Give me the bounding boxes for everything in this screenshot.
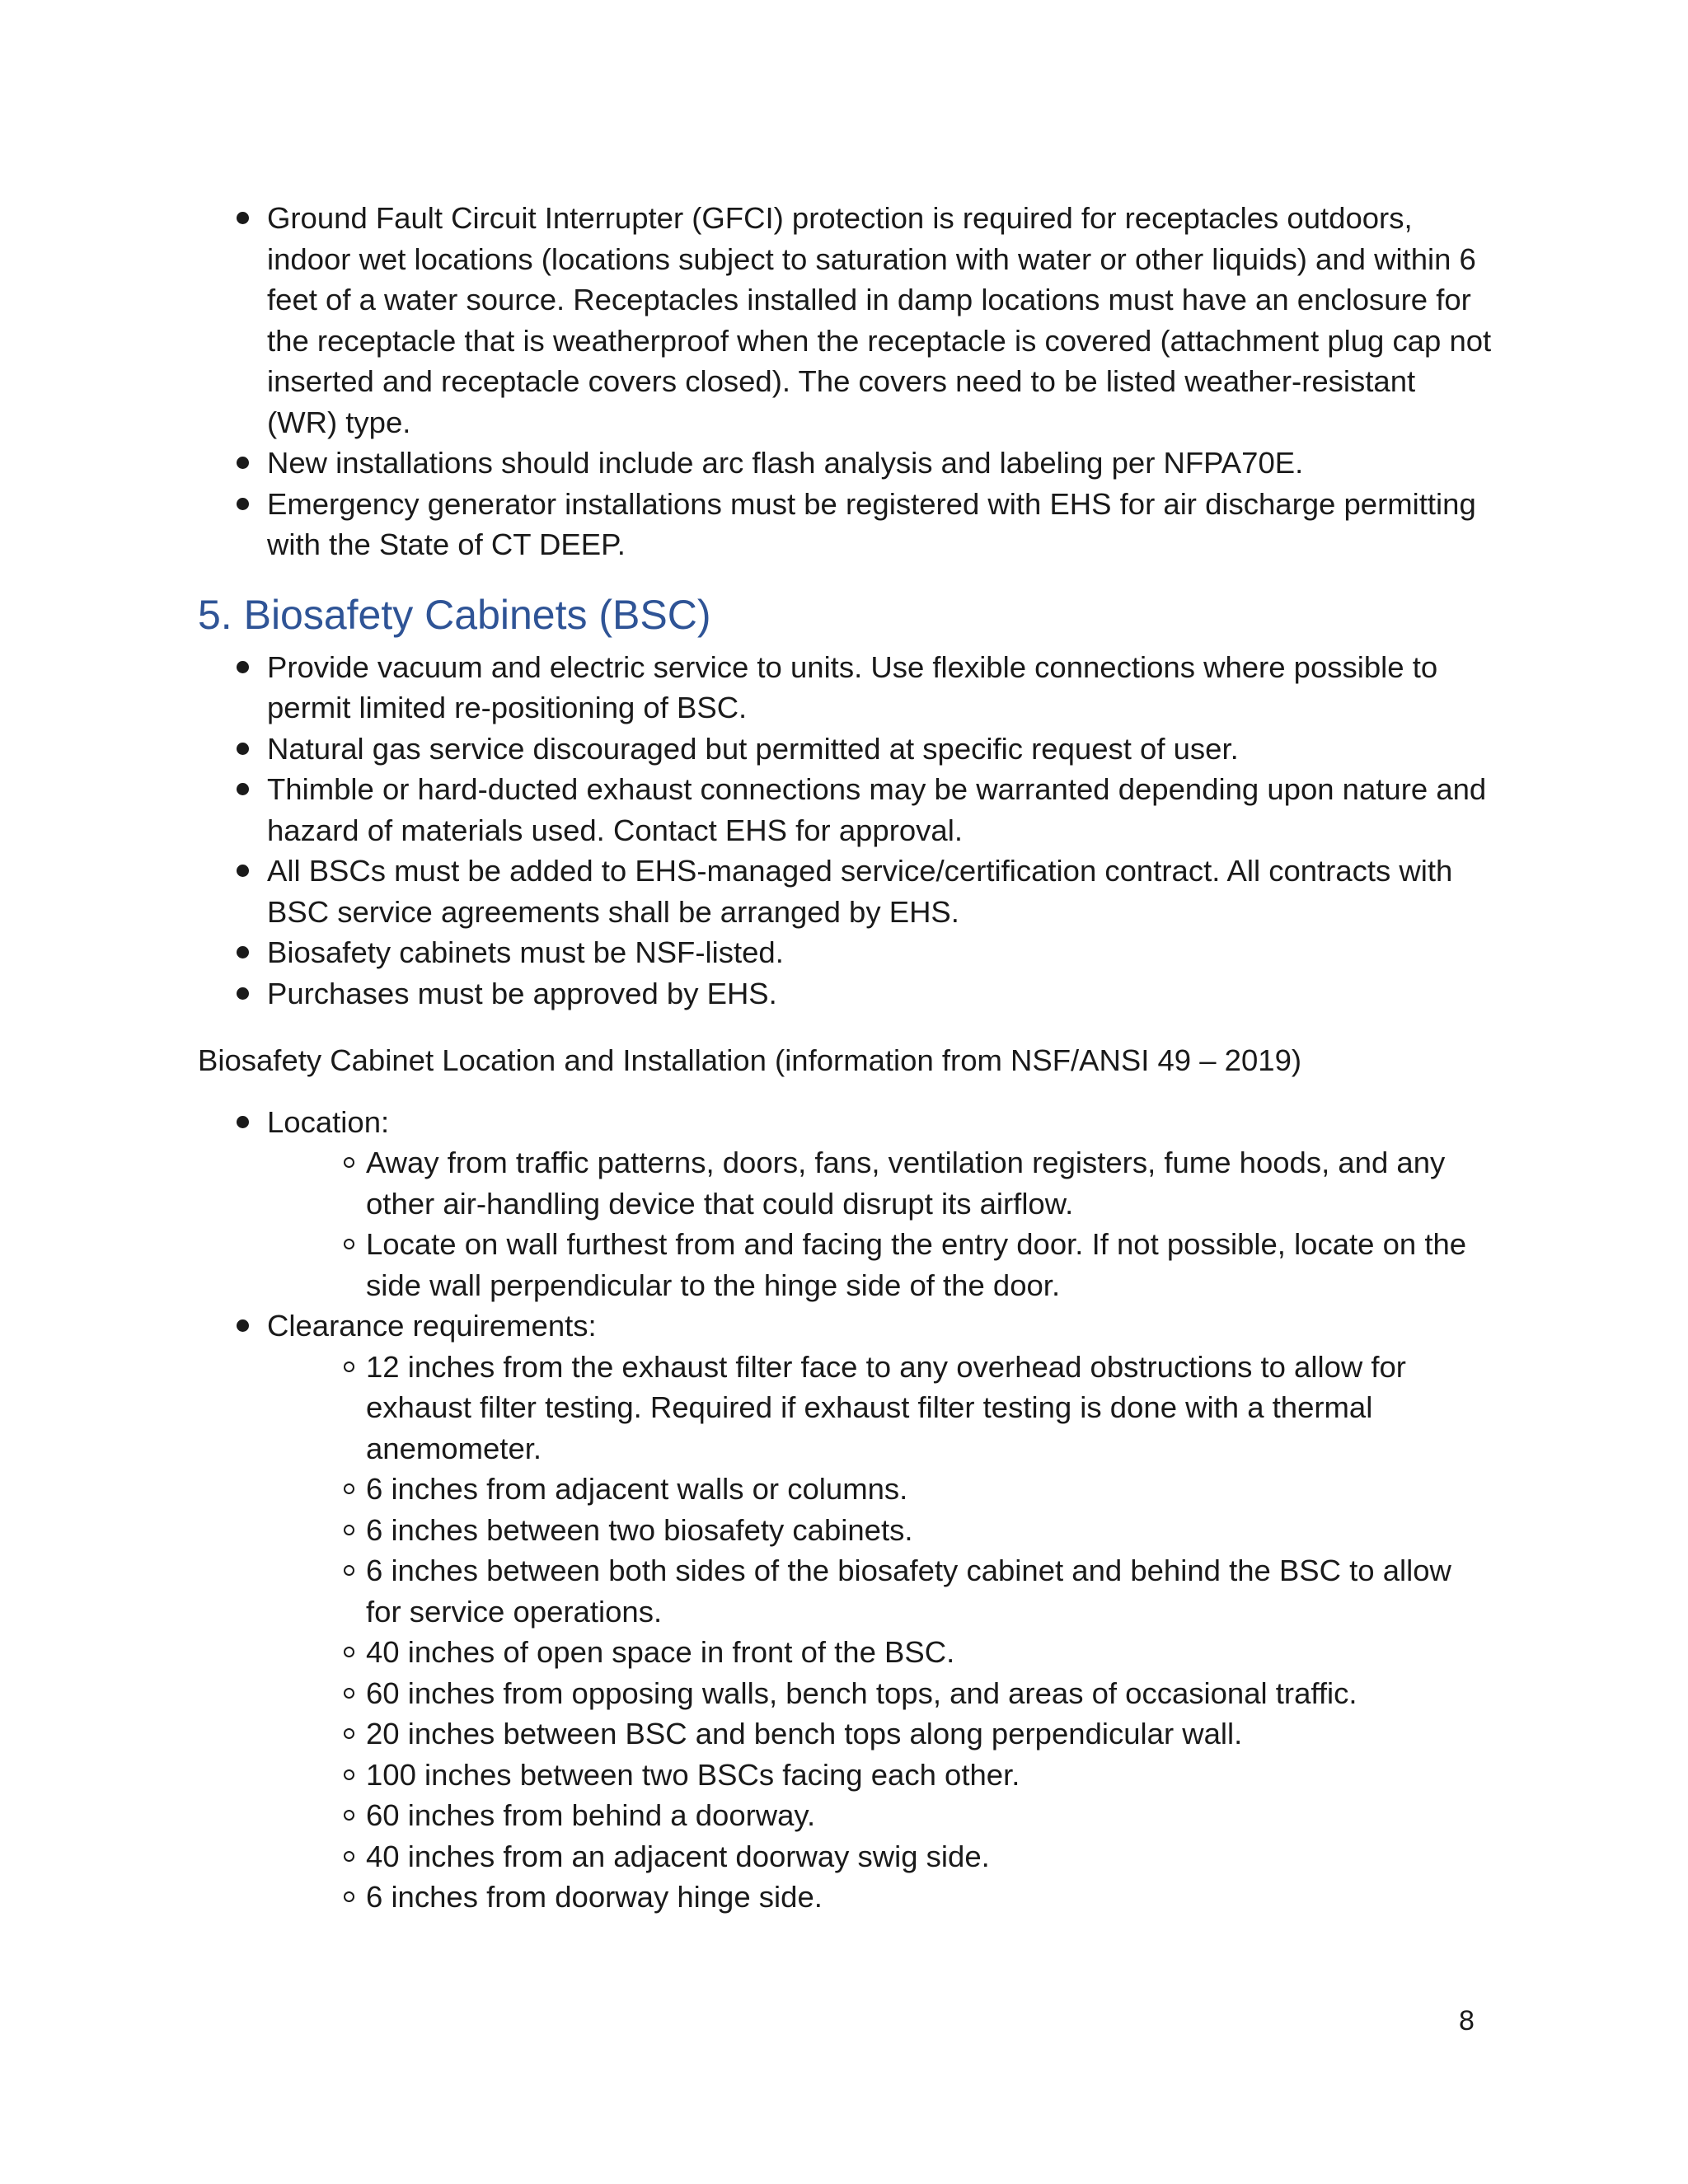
sub-list-item: 6 inches from adjacent walls or columns. — [267, 1469, 1492, 1510]
sub-list-item: Locate on wall furthest from and facing the entry door. If not possible, locate on the side wall perpendicular to the hinge side of the door. — [267, 1224, 1492, 1305]
list-item: Provide vacuum and electric service to units. Use flexible connections where possible to permit limited re-positioning of BSC. — [198, 647, 1492, 729]
list-item: New installations should include arc flash analysis and labeling per NFPA70E. — [198, 443, 1492, 484]
sub-list-item: 20 inches between BSC and bench tops along perpendicular wall. — [267, 1713, 1492, 1755]
list-item: Ground Fault Circuit Interrupter (GFCI) protection is required for receptacles outdoors, indoor wet locations (locations subject to saturation with water or other liquids) and within 6 feet of a water source. Receptacles installed in damp locations must have an enclosure for the receptacle that is weatherproof when the receptacle is covered (attachment plug cap not inserted and receptacle covers closed). The covers need to be listed weather-resistant (WR) type. — [198, 198, 1492, 443]
sub-list-item: 6 inches from doorway hinge side. — [267, 1877, 1492, 1918]
sub-list-item: 60 inches from opposing walls, bench tops, and areas of occasional traffic. — [267, 1673, 1492, 1714]
clearance-label: Clearance requirements: — [267, 1309, 597, 1343]
location-clearance-list — [198, 1102, 1492, 1918]
sub-list-item: 6 inches between both sides of the biosafety cabinet and behind the BSC to allow for service operations. — [267, 1550, 1492, 1632]
sub-list-item: 6 inches between two biosafety cabinets. — [267, 1510, 1492, 1551]
sub-list-item: 60 inches from behind a doorway. — [267, 1795, 1492, 1836]
electrical-bullet-list — [198, 198, 1492, 565]
location-sub-list — [267, 1142, 1492, 1305]
clearance-sub-list — [267, 1347, 1492, 1918]
sub-list-item: 40 inches from an adjacent doorway swig side. — [267, 1836, 1492, 1877]
list-item: Purchases must be approved by EHS. — [198, 973, 1492, 1015]
sub-list-item: 12 inches from the exhaust filter face to any overhead obstructions to allow for exhaust filter testing. Required if exhaust filter testing is done with a thermal anemometer. — [267, 1347, 1492, 1469]
section-heading: 5. Biosafety Cabinets (BSC) — [198, 591, 711, 638]
sub-list-item: Away from traffic patterns, doors, fans, ventilation registers, fume hoods, and any other air-handling device that could disrupt its airflow. — [267, 1142, 1492, 1224]
list-item: Emergency generator installations must be registered with EHS for air discharge permitting with the State of CT DEEP. — [198, 484, 1492, 565]
list-item: Thimble or hard-ducted exhaust connections may be warranted depending upon nature and hazard of materials used. Contact EHS for approval. — [198, 769, 1492, 851]
list-item: Natural gas service discouraged but permitted at specific request of user. — [198, 729, 1492, 770]
list-item: Biosafety cabinets must be NSF-listed. — [198, 932, 1492, 973]
clearance-item — [198, 1305, 1492, 1918]
location-installation-note: Biosafety Cabinet Location and Installation (information from NSF/ANSI 49 – 2019) — [198, 1043, 1302, 1077]
list-item: All BSCs must be added to EHS-managed service/certification contract. All contracts with BSC service agreements shall be arranged by EHS. — [198, 851, 1492, 932]
location-label: Location: — [267, 1104, 390, 1139]
page-content — [198, 198, 1492, 1918]
page-number: 8 — [1459, 2005, 1475, 2036]
bsc-bullet-list — [198, 647, 1492, 1015]
location-item — [198, 1102, 1492, 1306]
sub-list-item: 100 inches between two BSCs facing each other. — [267, 1755, 1492, 1796]
sub-list-item: 40 inches of open space in front of the BSC. — [267, 1632, 1492, 1673]
